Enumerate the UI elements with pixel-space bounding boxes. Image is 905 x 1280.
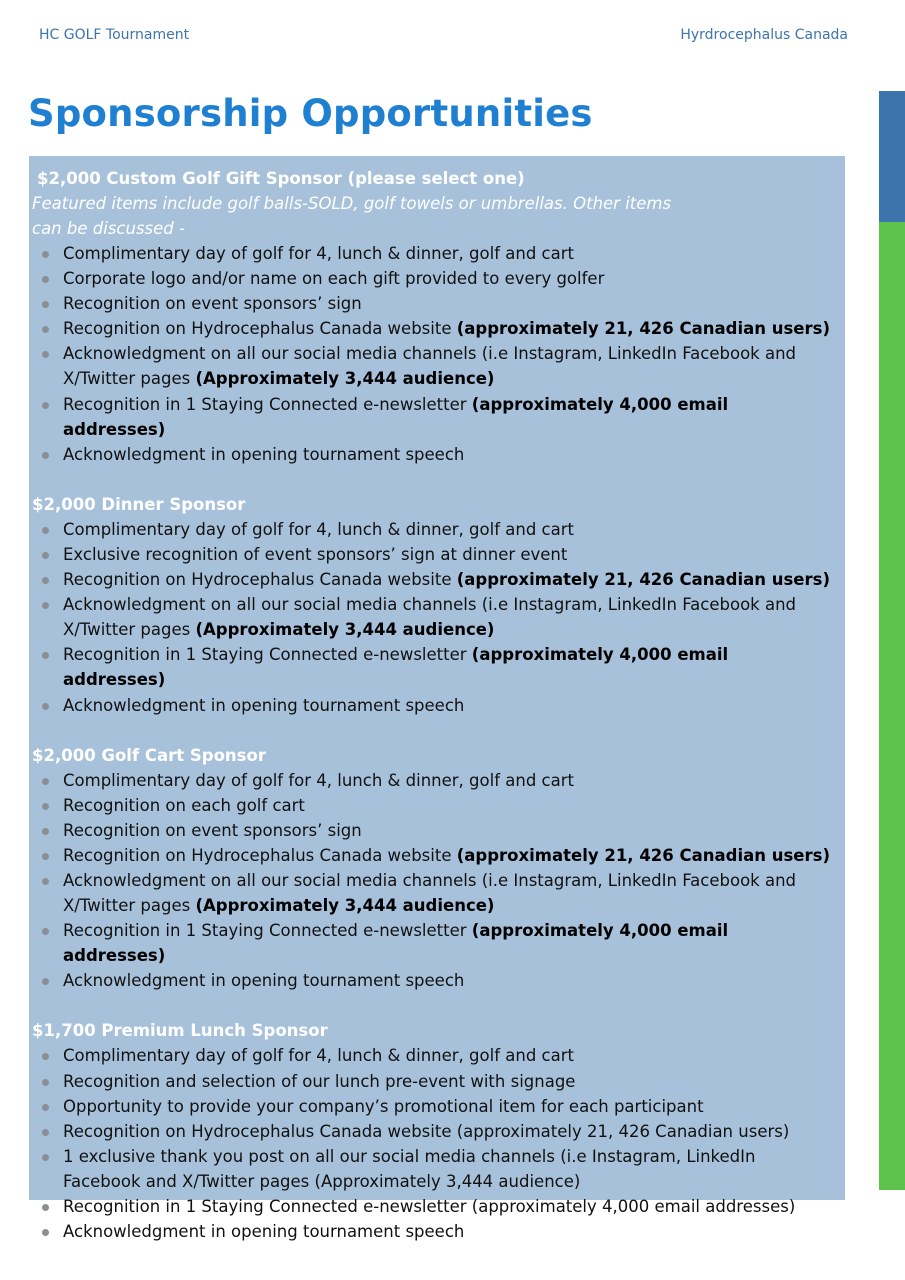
list-item: [29, 316, 845, 341]
list-item: [29, 241, 845, 266]
list-item: [29, 1194, 845, 1219]
item-text: Recognition on event sponsors’ sign: [63, 820, 362, 840]
accent-bar-green: [879, 222, 905, 1190]
item-text: 1 exclusive thank you post on all our social media channels (i.e Instagram, LinkedIn Facebook and X/Twitter pages (Approximately 3,444 audience): [63, 1146, 756, 1191]
item-highlight: (approximately 4,000 email addresses): [63, 394, 729, 439]
sponsor-section-golf-cart: [29, 743, 845, 994]
item-text: Complimentary day of golf for 4, lunch & dinner, golf and cart: [63, 519, 574, 539]
list-item: [29, 266, 845, 291]
section-title: $1,700 Premium Lunch Sponsor: [32, 1021, 328, 1041]
item-text: Exclusive recognition of event sponsors’ sign at dinner event: [63, 544, 568, 564]
item-text: Acknowledgment on all our social media channels (i.e Instagram, LinkedIn Facebook and X/Twitter pages: [63, 870, 797, 916]
benefit-list: [29, 1043, 845, 1244]
list-item: [29, 818, 845, 843]
item-highlight: (Approximately 3,444 audience): [195, 620, 495, 640]
item-text: Acknowledgment in opening tournament speech: [63, 971, 465, 991]
item-highlight: (Approximately 3,444 audience): [195, 369, 495, 389]
item-text: Recognition on each golf cart: [63, 795, 305, 815]
item-highlight: (Approximately 3,444 audience): [195, 896, 495, 916]
benefit-list: [29, 768, 845, 994]
list-item: [29, 542, 845, 567]
list-item: [29, 291, 845, 316]
sponsor-section-golf-gift: [29, 166, 845, 467]
section-title: $2,000 Custom Golf Gift Sponsor (please select one): [37, 169, 525, 188]
sponsor-section-dinner: [29, 492, 845, 718]
item-text: Complimentary day of golf for 4, lunch & dinner, golf and cart: [63, 1046, 574, 1066]
item-text: Recognition on Hydrocephalus Canada website: [63, 570, 457, 590]
list-item: [29, 918, 845, 968]
item-highlight: (approximately 21, 426 Canadian users): [456, 845, 830, 865]
item-text: Acknowledgment on all our social media channels (i.e Instagram, LinkedIn Facebook and X/Twitter pages: [63, 344, 797, 389]
list-item: [29, 1069, 845, 1094]
sponsor-section-premium-lunch: [29, 1018, 845, 1244]
list-item: [29, 1119, 845, 1144]
list-item: [29, 1094, 845, 1119]
list-item: [29, 1144, 845, 1194]
item-text: Acknowledgment in opening tournament speech: [63, 695, 465, 715]
item-text: Recognition on Hydrocephalus Canada website: [63, 319, 457, 339]
section-title: $2,000 Dinner Sponsor: [32, 494, 246, 514]
item-text: Complimentary day of golf for 4, lunch & dinner, golf and cart: [63, 244, 574, 263]
section-title: $2,000 Golf Cart Sponsor: [32, 745, 266, 765]
benefit-list: [29, 241, 845, 467]
item-text: Complimentary day of golf for 4, lunch & dinner, golf and cart: [63, 770, 574, 790]
list-item: [29, 843, 845, 868]
list-item: [29, 868, 845, 918]
list-item: [29, 592, 845, 642]
header-right: Hyrdrocephalus Canada: [680, 27, 848, 43]
list-item: [29, 567, 845, 592]
item-text: Recognition on Hydrocephalus Canada website (approximately 21, 426 Canadian users): [63, 1121, 790, 1141]
header-left: HC GOLF Tournament: [39, 27, 190, 43]
list-item: [29, 1219, 845, 1244]
item-text: Recognition in 1 Staying Connected e-newsletter (approximately 4,000 email addresses): [63, 1197, 796, 1216]
item-text: Acknowledgment in opening tournament speech: [63, 444, 465, 464]
item-highlight: (approximately 4,000 email addresses): [63, 645, 729, 690]
item-text: Recognition in 1 Staying Connected e-newsletter: [63, 394, 472, 414]
list-item: [29, 968, 845, 993]
sponsorship-panel: [29, 156, 845, 1242]
item-text: Opportunity to provide your company’s promotional item for each participant: [63, 1096, 704, 1116]
page-title: Sponsorship Opportunities: [28, 92, 593, 135]
item-text: Acknowledgment in opening tournament speech: [63, 1222, 465, 1242]
list-item: [29, 642, 845, 692]
item-text: Recognition on event sponsors’ sign: [63, 294, 362, 314]
item-text: Recognition on Hydrocephalus Canada website: [63, 845, 457, 865]
item-text: Corporate logo and/or name on each gift provided to every golfer: [63, 269, 605, 289]
item-highlight: (approximately 4,000 email addresses): [63, 921, 729, 966]
item-text: Recognition and selection of our lunch pre-event with signage: [63, 1071, 576, 1091]
list-item: [29, 341, 845, 391]
section-description: Featured items include golf balls-SOLD, golf towels or umbrellas. Other items can be discussed -: [32, 194, 672, 238]
benefit-list: [29, 517, 845, 718]
list-item: [29, 793, 845, 818]
accent-bar-blue: [879, 91, 905, 222]
item-highlight: (approximately 21, 426 Canadian users): [456, 570, 830, 590]
list-item: [29, 768, 845, 793]
item-text: Recognition in 1 Staying Connected e-newsletter: [63, 921, 472, 941]
item-text: Acknowledgment on all our social media channels (i.e Instagram, LinkedIn Facebook and X/Twitter pages: [63, 595, 797, 640]
list-item: [29, 517, 845, 542]
item-highlight: (approximately 21, 426 Canadian users): [456, 319, 830, 339]
list-item: [29, 392, 845, 442]
item-text: Recognition in 1 Staying Connected e-newsletter: [63, 645, 472, 665]
list-item: [29, 1043, 845, 1068]
list-item: [29, 442, 845, 467]
list-item: [29, 693, 845, 718]
